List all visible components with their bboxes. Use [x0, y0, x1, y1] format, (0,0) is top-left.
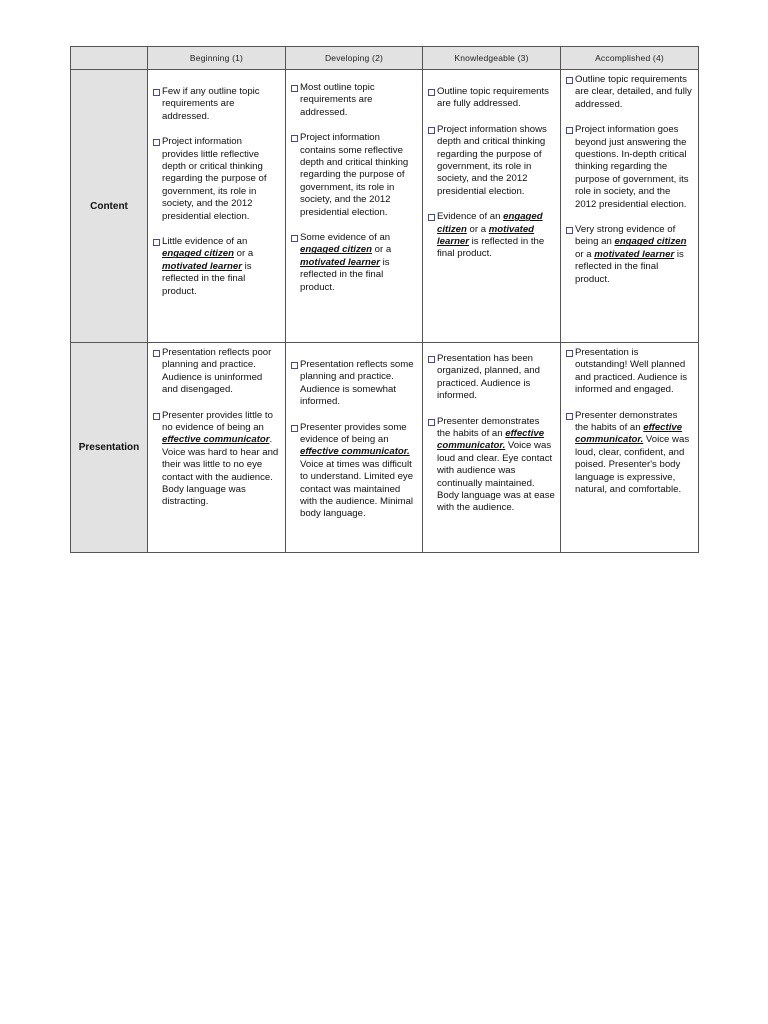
criterion-text: Project information provides little reflective depth or critical thinking regarding the purpose of government, its role in society, and the 2012 presidential election. [162, 136, 267, 222]
rubric-cell [423, 343, 561, 553]
criterion-text: . Voice was hard to hear and their was little to no eye contact with the audience. Body language was distracting. [162, 434, 279, 508]
criterion-text: Evidence of an [437, 211, 504, 223]
criterion-text: or a [466, 223, 489, 235]
criterion-text: Presenter provides some evidence of being an [300, 421, 407, 446]
key-term: motivated learner [300, 256, 380, 268]
level-header-beginning: Beginning (1) [148, 47, 286, 70]
checkbox-icon [566, 227, 573, 234]
criterion-item [428, 353, 555, 403]
criterion-text: is reflected in the final product. [300, 256, 390, 293]
checkbox-icon [428, 214, 435, 221]
checkbox-icon [291, 85, 298, 92]
criterion-text: Presenter demonstrates the habits of an [575, 409, 678, 434]
key-term: engaged citizen [437, 211, 543, 235]
category-label: Presentation [71, 343, 148, 553]
level-header-accomplished: Accomplished (4) [561, 47, 699, 70]
criterion-item [291, 132, 417, 219]
category-label: Content [71, 70, 148, 343]
criterion-text: Project information goes beyond just answering the questions. In-depth critical thinking regarding the purpose of government, its role in society, and the 2012 presidential election. [575, 124, 689, 210]
key-term: engaged citizen [614, 236, 687, 248]
criterion-item [428, 416, 555, 515]
criterion-item [428, 86, 555, 111]
checkbox-icon [153, 89, 160, 96]
key-term: effective communicator. [437, 428, 545, 452]
criterion-text: or a [371, 244, 392, 256]
checkbox-icon [291, 235, 298, 242]
rubric-cell [561, 343, 699, 553]
criterion-item [291, 359, 417, 409]
key-term: motivated learner [162, 260, 242, 272]
header-row [71, 47, 699, 70]
header-corner [71, 47, 148, 70]
criterion-text: Few if any outline topic requirements are addressed. [162, 86, 260, 122]
criterion-text: Presentation reflects poor planning and practice. Audience is uninformed and disengaged. [162, 347, 272, 396]
criterion-item [566, 224, 693, 286]
criterion-text: Presenter demonstrates the habits of an [437, 415, 540, 440]
criterion-item [428, 124, 555, 198]
criterion-item [566, 124, 693, 211]
checkbox-icon [291, 425, 298, 432]
key-term: engaged citizen [300, 244, 372, 256]
criterion-text: is reflected in the final product. [162, 260, 252, 297]
row-content [71, 70, 699, 343]
criterion-text: Very strong evidence of being an [575, 224, 676, 248]
criterion-text: Project information contains some reflective depth and critical thinking regarding the purpose of government, its role in society, and the 2012 presidential election. [300, 132, 409, 218]
criterion-text: is reflected in the final product. [437, 236, 545, 260]
criterion-item [291, 232, 417, 294]
criterion-text: Presentation has been organized, planned, and practiced. Audience is informed. [437, 353, 540, 402]
criterion-item [153, 86, 280, 123]
criterion-text: is reflected in the final product. [575, 248, 684, 285]
criterion-item [153, 347, 280, 397]
criterion-text: Most outline topic requirements are addressed. [300, 82, 375, 118]
checkbox-icon [566, 413, 573, 420]
criterion-item [153, 410, 280, 509]
checkbox-icon [291, 135, 298, 142]
checkbox-icon [428, 89, 435, 96]
criterion-text: Voice was loud and clear. Eye contact with audience was continually maintained. Body language was at ease with the audience. [437, 440, 555, 514]
key-term: effective communicator. [575, 422, 683, 446]
checkbox-icon [153, 413, 160, 420]
rubric-cell [148, 70, 286, 343]
criterion-text: Project information shows depth and critical thinking regarding the purpose of government, its role in society, and the 2012 presidential election. [437, 123, 547, 197]
rubric-table [70, 46, 699, 553]
rubric-cell [423, 70, 561, 343]
criterion-item [428, 211, 555, 261]
criterion-text: Presentation is outstanding! Well planned and practiced. Audience is informed and engaged. [575, 347, 688, 396]
rubric-cell [148, 343, 286, 553]
key-term: motivated learner [594, 248, 675, 260]
checkbox-icon [153, 350, 160, 357]
criterion-text: Little evidence of an [162, 236, 248, 248]
checkbox-icon [566, 350, 573, 357]
criterion-text: Voice was loud, clear, confident, and poised. Presenter's body language is expressive, natural, and comfortable. [575, 434, 690, 496]
rubric-cell [286, 70, 423, 343]
criterion-text: Presenter provides little to no evidence of being an [162, 409, 273, 434]
level-header-developing: Developing (2) [286, 47, 423, 70]
rubric-cell [561, 70, 699, 343]
criterion-item [153, 136, 280, 223]
checkbox-icon [428, 419, 435, 426]
criterion-text: or a [575, 248, 595, 260]
criterion-item [566, 347, 693, 397]
checkbox-icon [566, 127, 573, 134]
criterion-text: Outline topic requirements are fully addressed. [437, 86, 549, 110]
key-term: engaged citizen [162, 248, 234, 260]
criterion-item [566, 410, 693, 497]
checkbox-icon [153, 139, 160, 146]
criterion-item [566, 74, 693, 111]
criterion-text: or a [233, 248, 254, 260]
key-term: motivated learner [437, 223, 535, 248]
criterion-text: Outline topic requirements are clear, detailed, and fully addressed. [575, 74, 692, 110]
criterion-text: Voice at times was difficult to understand. Limited eye contact was maintained with the audience. Minimal body language. [300, 458, 414, 520]
key-term: effective communicator [162, 434, 270, 446]
key-term: effective communicator. [300, 446, 410, 458]
level-header-knowledgeable: Knowledgeable (3) [423, 47, 561, 70]
rubric-cell [286, 343, 423, 553]
criterion-item [291, 422, 417, 521]
checkbox-icon [428, 127, 435, 134]
checkbox-icon [153, 239, 160, 246]
criterion-text: Some evidence of an [300, 232, 391, 244]
checkbox-icon [291, 362, 298, 369]
checkbox-icon [566, 77, 573, 84]
checkbox-icon [428, 356, 435, 363]
criterion-item [153, 236, 280, 298]
criterion-item [291, 82, 417, 119]
row-presentation [71, 343, 699, 553]
criterion-text: Presentation reflects some planning and practice. Audience is somewhat informed. [300, 359, 414, 408]
